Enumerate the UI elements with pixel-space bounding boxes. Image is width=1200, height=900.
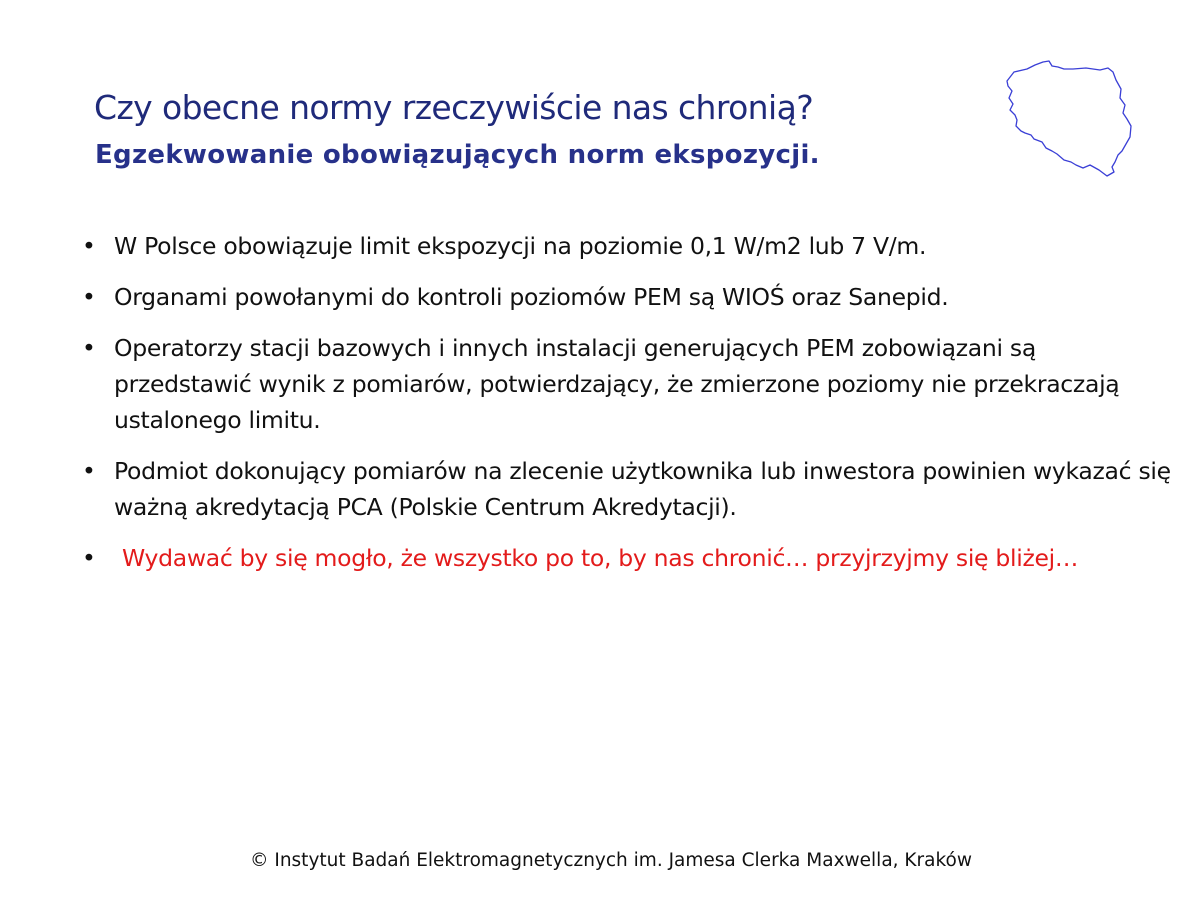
bullet-control-authorities: • Organami powołanymi do kontroli poziomów PEM są WIOŚ oraz Sanepid. bbox=[78, 279, 1178, 315]
bullet-highlight-closer-look bbox=[78, 540, 1178, 576]
highlight-text: Wydawać by się mogło, że wszystko po to, by nas chronić… przyjrzyjmy się bliżej… bbox=[122, 544, 1079, 572]
slide-subtitle: Egzekwowanie obowiązujących norm ekspozycji. bbox=[95, 140, 820, 170]
footer-copyright: © Instytut Badań Elektromagnetycznych im. Jamesa Clerka Maxwella, Kraków bbox=[249, 850, 972, 871]
bullet-operators-obligation: • Operatorzy stacji bazowych i innych instalacji generujących PEM zobowiązani są przedstawić wynik z pomiarów, potwierdzający, że zmierzone poziomy nie przekraczają ustalonego limitu. bbox=[78, 330, 1178, 438]
bullet-accreditation: • Podmiot dokonujący pomiarów na zlecenie użytkownika lub inwestora powinien wykazać się ważną akredytacją PCA (Polskie Centrum Akredytacji). bbox=[78, 453, 1178, 525]
bullet-list bbox=[78, 228, 1178, 576]
slide-title: Czy obecne normy rzeczywiście nas chronią? bbox=[94, 88, 814, 127]
poland-map-icon bbox=[994, 58, 1140, 180]
bullet-exposure-limit: • W Polsce obowiązuje limit ekspozycji na poziomie 0,1 W/m2 lub 7 V/m. bbox=[78, 228, 1178, 264]
